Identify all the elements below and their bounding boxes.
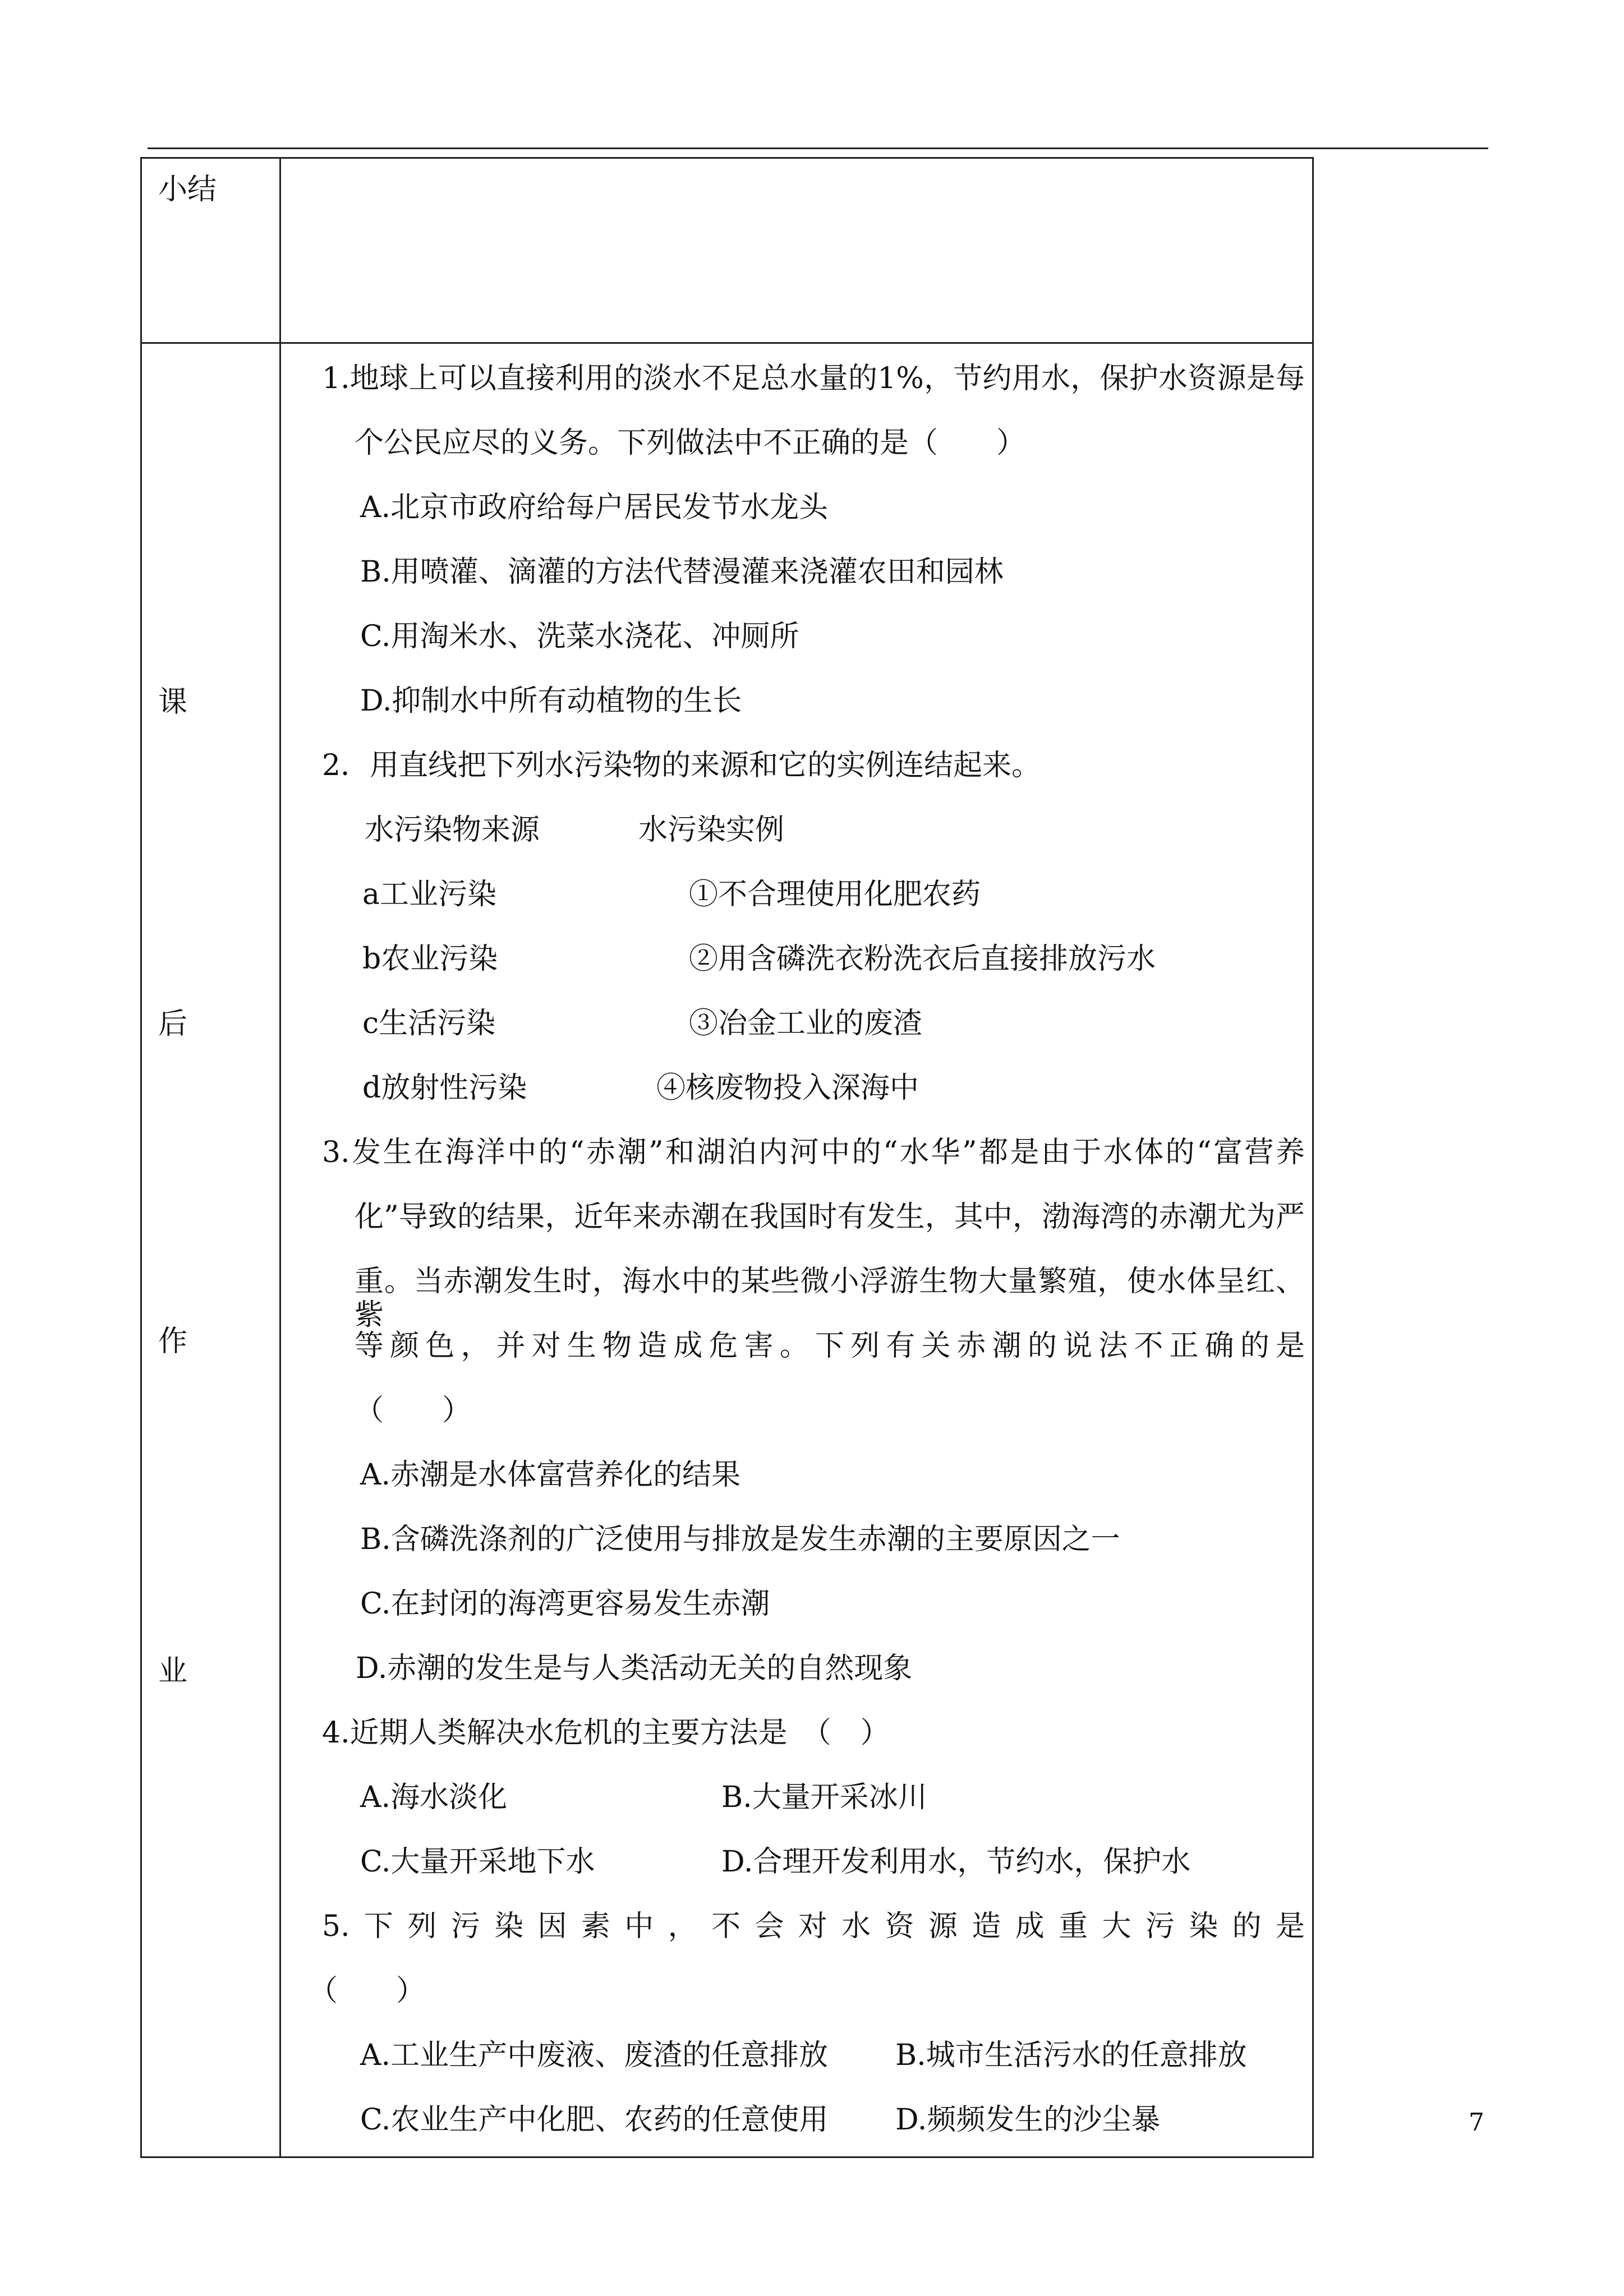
q5-option-c: C.农业生产中化肥、农药的任意使用 [360,2103,829,2137]
q5-stem-line1: 5.下列污染因素中，不会对水资源造成重大污染的是 [322,1910,1305,1943]
q2-example-2: ②用含磷洗衣粉洗衣后直接排放污水 [689,942,1156,976]
q4-option-c: C.大量开采地下水 [360,1845,595,1879]
q3-option-b: B.含磷洗涤剂的广泛使用与排放是发生赤潮的主要原因之一 [360,1523,1120,1556]
q2-source-c: c生活污染 [362,1007,496,1040]
q1-stem-line1: 1.地球上可以直接利用的淡水不足总水量的1%，节约用水，保护水资源是每 [322,362,1305,395]
q2-header-source: 水污染物来源 [365,813,540,847]
q5-option-d: D.频频发生的沙尘暴 [895,2103,1161,2137]
q3-stem-line2: 化”导致的结果，近年来赤潮在我国时有发生，其中，渤海湾的赤潮尤为严 [355,1200,1305,1234]
q3-stem-line4: 等颜色，并对生物造成危害。下列有关赤潮的说法不正确的是 [355,1329,1305,1363]
header-rule [148,147,1488,149]
q1-stem-line2: 个公民应尽的义务。下列做法中不正确的是（ ） [355,426,1026,460]
q3-stem-line1: 3.发生在海洋中的“赤潮”和湖泊内河中的“水华”都是由于水体的“富营养 [322,1136,1305,1169]
homework-label-char-2: 后 [158,1007,188,1041]
q5-stem-line2: （ ） [309,1974,426,2008]
q2-example-3: ③冶金工业的废渣 [689,1007,923,1040]
q1-option-a: A.北京市政府给每户居民发节水龙头 [360,491,829,524]
q3-stem-line5: （ ） [355,1394,472,1427]
q2-stem: 2．用直线把下列水污染物的来源和它的实例连结起来。 [322,749,1041,782]
q3-option-a: A.赤潮是水体富营养化的结果 [360,1458,741,1492]
q2-example-1: ①不合理使用化肥农药 [689,878,981,911]
q4-stem: 4.近期人类解决水危机的主要方法是 （ ） [322,1716,890,1750]
q4-option-a: A.海水淡化 [360,1781,508,1814]
q5-option-a: A.工业生产中废液、废渣的任意排放 [360,2039,829,2072]
q1-option-b: B.用喷灌、滴灌的方法代替漫灌来浇灌农田和园林 [360,555,1004,589]
q3-option-c: C.在封闭的海湾更容易发生赤潮 [360,1587,770,1621]
q3-stem-line3: 重。当赤潮发生时，海水中的某些微小浮游生物大量繁殖，使水体呈红、紫 [355,1265,1305,1332]
q1-option-d: D.抑制水中所有动植物的生长 [360,684,742,718]
q2-header-example: 水污染实例 [638,813,785,847]
q4-option-b: B.大量开采冰川 [721,1781,927,1814]
homework-label-char-1: 课 [158,685,188,719]
q2-source-a: a工业污染 [362,878,497,911]
q2-source-d: d放射性污染 [362,1071,527,1105]
q4-option-d: D.合理开发利用水，节约水，保护水 [721,1845,1191,1879]
table-column-divider [279,157,281,2158]
homework-label-char-4: 业 [158,1654,188,1688]
q1-option-c: C.用淘米水、洗菜水浇花、冲厕所 [360,620,799,653]
page-number: 7 [1469,2108,1484,2137]
q2-source-b: b农业污染 [362,942,498,976]
homework-label-char-3: 作 [158,1325,188,1358]
q2-example-4: ④核废物投入深海中 [656,1071,919,1105]
summary-label: 小结 [158,173,217,206]
table-row-divider [140,342,1314,344]
q5-option-b: B.城市生活污水的任意排放 [895,2039,1247,2072]
q3-option-d: D.赤潮的发生是与人类活动无关的自然现象 [356,1652,913,1685]
